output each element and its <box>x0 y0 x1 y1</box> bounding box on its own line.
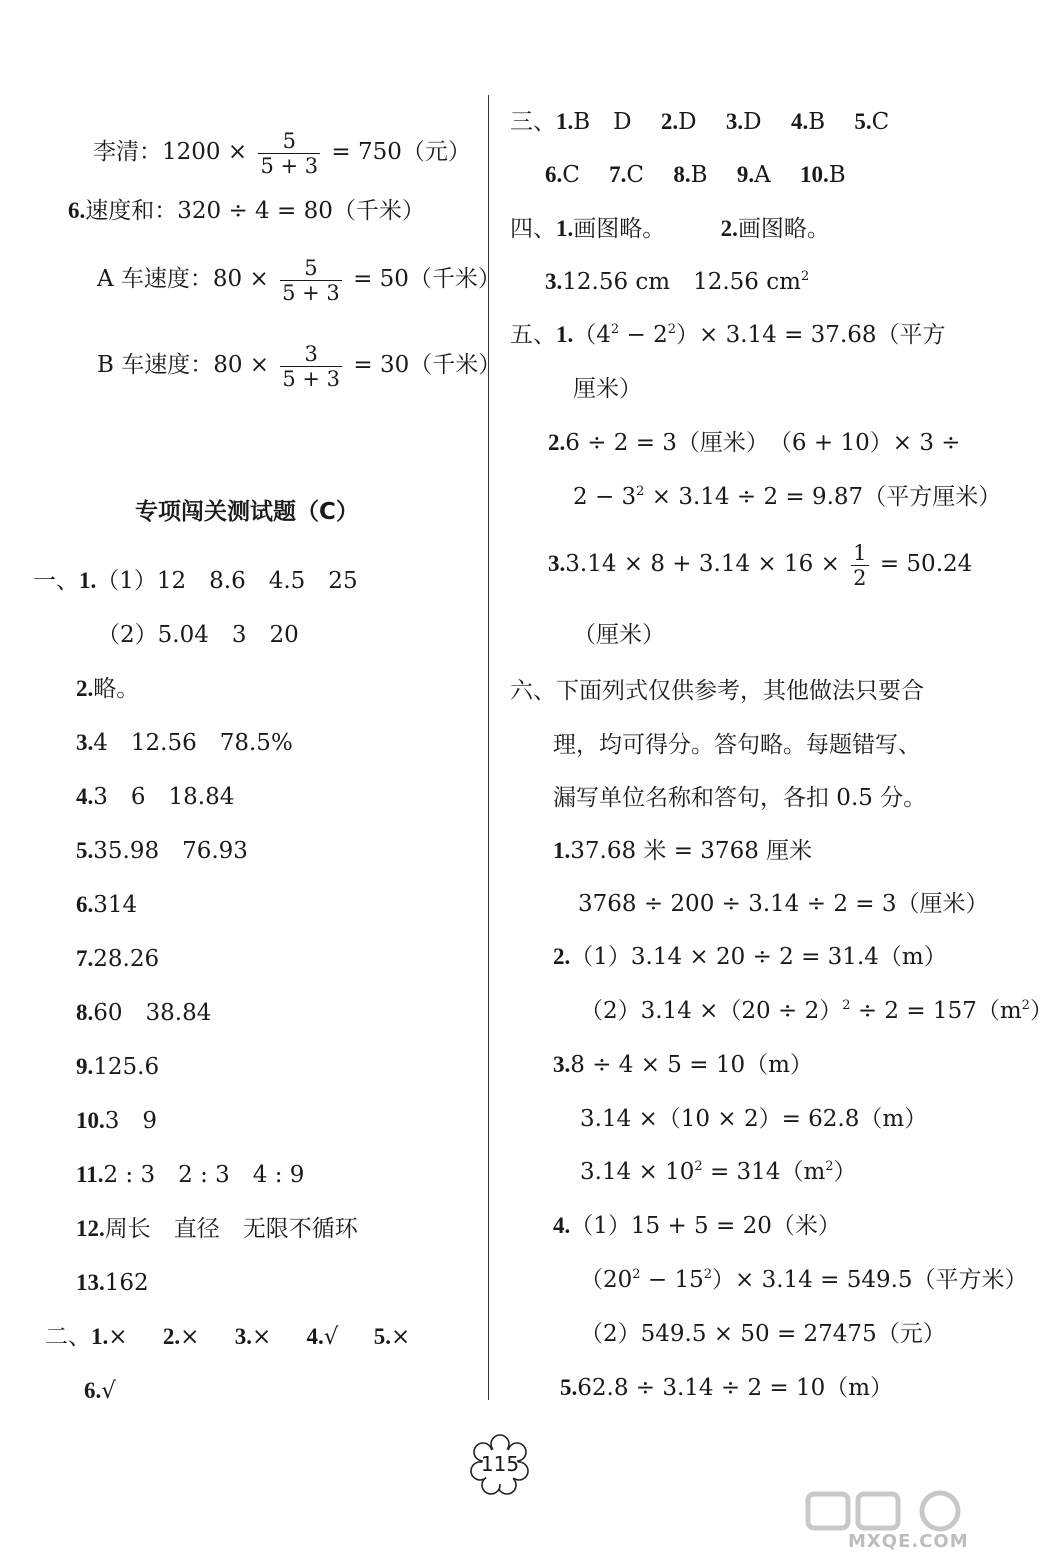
answer-line-lq <box>93 128 471 176</box>
item-number: 13. <box>76 1270 105 1295</box>
fraction <box>258 129 320 178</box>
item-text: （1）15 + 5 = 20（米） <box>570 1213 841 1239</box>
item-text: 略。 <box>93 676 140 702</box>
section-six-item-1 <box>553 836 812 866</box>
item-text: 60 38.84 <box>93 1000 212 1026</box>
fraction <box>851 541 868 590</box>
item-number: 5. <box>373 1324 391 1349</box>
section-six-item-4c <box>580 1319 946 1349</box>
item-number: 2. <box>553 944 571 969</box>
section-six-intro-3 <box>553 783 926 813</box>
expr-lead: 李清：1200 × <box>93 139 248 165</box>
intro-text: 六、下面列式仅供参考，其他做法只要合 <box>510 678 924 704</box>
item-answer: B <box>828 162 846 188</box>
section-six-item-2b <box>580 996 1053 1026</box>
item-answer: B <box>808 109 826 135</box>
item-number: 3. <box>553 1052 571 1077</box>
item-answer: A <box>754 162 771 188</box>
superscript: 2 <box>703 1267 713 1282</box>
superscript: 2 <box>667 322 676 337</box>
expr-part: ）× 3.14 = 549.5（平方米） <box>712 1267 1028 1293</box>
expr-lead: 3.14 × 8 + 3.14 × 16 × <box>565 551 840 577</box>
section-one-item-12 <box>76 1214 358 1244</box>
item-number: 9. <box>76 1054 94 1079</box>
section-one-item-2 <box>76 674 139 704</box>
section-six-item-1b <box>578 889 989 919</box>
item-number: 1. <box>79 568 97 593</box>
item-number: 10. <box>76 1108 105 1133</box>
expr-part: − 15 <box>640 1267 704 1293</box>
section-three-row-1 <box>510 107 889 137</box>
section-title: 专项闯关测试题（C） <box>135 499 359 525</box>
item-number: 6. <box>84 1378 102 1403</box>
expr-part: ） <box>1029 998 1053 1024</box>
item-text: 2 : 3 2 : 3 4 : 9 <box>103 1162 305 1188</box>
intro-text: 漏写单位名称和答句，各扣 0.5 分。 <box>553 785 927 811</box>
item-number: 5. <box>76 838 94 863</box>
expr-part: − 2 <box>619 322 668 348</box>
section-six-item-4b <box>580 1265 1028 1295</box>
intro-text: 理，均可得分。答句略。每题错写、 <box>553 732 921 758</box>
expr-part: （4 <box>573 322 611 348</box>
item-number: 1. <box>553 838 571 863</box>
fraction-numerator: 5 <box>280 256 342 281</box>
expr-part: ÷ 2 = 157（m <box>850 998 1022 1024</box>
section-one-item-1-2 <box>97 620 299 650</box>
item-text: （1）3.14 × 20 ÷ 2 = 31.4（m） <box>570 944 947 970</box>
section-five-item-2 <box>548 428 961 458</box>
item-text: （1）12 8.6 4.5 25 <box>96 568 358 594</box>
item-number: 1. <box>556 322 574 347</box>
item-text: （2）549.5 × 50 = 27475（元） <box>580 1321 946 1347</box>
section-one-item-4 <box>76 782 234 812</box>
section-prefix: 四、 <box>510 216 556 242</box>
section-one-item-9 <box>76 1052 159 1082</box>
item-number: 3. <box>76 730 94 755</box>
item-answer: C <box>871 109 890 135</box>
item-answer: √ <box>101 1378 116 1404</box>
expr-part: × 3.14 ÷ 2 = 9.87（平方厘米） <box>644 484 1002 510</box>
expr-part: 2 − 3 <box>573 484 637 510</box>
expr-part: （2）3.14 ×（20 ÷ 2） <box>580 998 843 1024</box>
section-one-item-11 <box>76 1160 304 1190</box>
section-six-intro-2 <box>553 730 921 760</box>
section-prefix: 五、 <box>510 322 556 348</box>
item-text: 37.68 米 = 3768 厘米 <box>570 838 813 864</box>
section-six-item-2 <box>553 942 947 972</box>
expr-part: 3.14 × 10 <box>580 1159 695 1185</box>
item-number: 8. <box>673 162 691 187</box>
item-text: 速度和：320 ÷ 4 = 80（千米） <box>85 198 425 224</box>
watermark-text: MXQE.COM <box>848 1531 969 1552</box>
item-number: 12. <box>76 1216 105 1241</box>
superscript: 2 <box>694 1159 703 1174</box>
item-number: 7. <box>609 162 627 187</box>
item-answer: × <box>391 1324 411 1350</box>
item-answer: × <box>251 1324 272 1350</box>
item-number: 1. <box>91 1324 109 1349</box>
section-four-row-2 <box>545 267 809 297</box>
answer-line-b-speed <box>97 341 501 389</box>
page-number: 115 <box>480 1452 520 1476</box>
item-number: 5. <box>560 1375 578 1400</box>
section-six-item-3 <box>553 1050 813 1080</box>
fraction-denominator: 5 + 3 <box>260 153 319 178</box>
item-number: 6. <box>76 892 94 917</box>
item-number: 6. <box>545 162 563 187</box>
section-one-item-1 <box>33 566 358 596</box>
section-one-item-6 <box>76 890 137 920</box>
section-six-item-5 <box>560 1373 893 1403</box>
item-number: 2. <box>720 216 738 241</box>
expr-lead: A 车速度：80 × <box>97 266 269 292</box>
item-number: 6. <box>68 198 86 223</box>
superscript: 2 <box>610 322 620 337</box>
item-text: 162 <box>104 1270 149 1296</box>
item-text: 125.6 <box>93 1054 160 1080</box>
item-number: 3. <box>545 269 563 294</box>
fraction-numerator: 5 <box>258 129 320 154</box>
item-answer: √ <box>323 1324 339 1350</box>
section-two-row-1 <box>45 1322 410 1352</box>
fraction-denominator: 2 <box>853 565 867 590</box>
section-prefix: 一、 <box>33 568 79 594</box>
superscript: 2 <box>1021 998 1030 1013</box>
section-six-intro-1 <box>510 676 924 706</box>
section-prefix: 三、 <box>510 109 556 135</box>
superscript: 2 <box>800 269 810 284</box>
item-number: 4. <box>306 1324 324 1349</box>
item-number: 9. <box>736 162 755 187</box>
item-text: （2）5.04 3 20 <box>97 622 299 648</box>
item-answer: × <box>108 1324 128 1350</box>
item-number: 4. <box>553 1213 571 1238</box>
item-number: 4. <box>790 109 809 134</box>
item-number: 1. <box>556 216 574 241</box>
item-text: 3768 ÷ 200 ÷ 3.14 ÷ 2 = 3（厘米） <box>578 891 989 917</box>
column-divider <box>488 95 489 1400</box>
section-one-item-5 <box>76 836 248 866</box>
answer-line-6 <box>68 196 425 226</box>
item-answer: B <box>690 162 708 188</box>
item-number: 7. <box>76 946 94 971</box>
item-number: 3. <box>234 1324 252 1349</box>
item-number: 10. <box>800 162 829 187</box>
superscript: 2 <box>636 484 645 499</box>
section-five-item-1 <box>510 320 946 350</box>
item-number: 4. <box>76 784 94 809</box>
item-answer: D <box>743 109 762 135</box>
item-text: 画图略。 <box>737 216 830 242</box>
item-text: 6 ÷ 2 = 3（厘米） （6 + 10）× 3 ÷ <box>565 430 961 456</box>
item-text: 62.8 ÷ 3.14 ÷ 2 = 10（m） <box>577 1375 894 1401</box>
fraction <box>280 342 342 391</box>
item-answer: C <box>626 162 645 188</box>
expr-tail: = 750（元） <box>331 139 471 165</box>
section-six-item-3b <box>580 1104 927 1134</box>
fraction-denominator: 5 + 3 <box>282 366 341 391</box>
item-number: 11. <box>76 1162 104 1187</box>
expr-continuation: 厘米） <box>573 376 642 402</box>
fraction-numerator: 1 <box>853 540 867 565</box>
section-one-item-13 <box>76 1268 149 1298</box>
section-four-row-1 <box>510 214 830 244</box>
fraction <box>280 256 342 305</box>
item-number: 2. <box>76 676 94 701</box>
answer-line-a-speed <box>97 255 501 303</box>
expr-part: （20 <box>580 1267 633 1293</box>
item-answer: B D <box>573 109 632 135</box>
item-text: 314 <box>93 892 138 918</box>
item-number: 3. <box>548 551 566 576</box>
item-text: 画图略。 <box>573 216 666 242</box>
expr-part: ） <box>833 1159 857 1185</box>
fraction-numerator: 3 <box>280 342 342 367</box>
section-five-item-2-cont <box>573 482 1001 512</box>
section-two-row-2 <box>84 1376 116 1406</box>
item-number: 8. <box>76 1000 94 1025</box>
section-prefix: 二、 <box>45 1324 91 1350</box>
item-number: 5. <box>854 109 872 134</box>
item-number: 2. <box>162 1324 181 1349</box>
item-number: 2. <box>548 430 566 455</box>
item-text: 周长 直径 无限不循环 <box>104 1216 358 1242</box>
item-text: 28.26 <box>93 946 160 972</box>
expr-continuation: （厘米） <box>573 622 665 648</box>
item-text: 3 9 <box>104 1108 158 1134</box>
section-five-item-1-cont <box>573 374 642 404</box>
section-five-item-3-cont <box>573 620 665 650</box>
item-answer: × <box>180 1324 200 1350</box>
section-six-item-4 <box>553 1211 841 1241</box>
item-text: 4 12.56 78.5% <box>93 730 293 756</box>
section-five-item-3 <box>548 538 972 590</box>
expr-lead: B 车速度：80 × <box>97 352 270 378</box>
section-one-item-7 <box>76 944 159 974</box>
expr-part: ）× 3.14 = 37.68（平方 <box>675 322 946 348</box>
item-text: 3 6 18.84 <box>93 784 235 810</box>
item-number: 2. <box>660 109 679 134</box>
expr-tail: = 30（千米） <box>353 352 502 378</box>
fraction-denominator: 5 + 3 <box>282 280 340 305</box>
item-number: 3. <box>725 109 744 134</box>
superscript: 2 <box>632 1267 641 1282</box>
item-text: 8 ÷ 4 × 5 = 10（m） <box>570 1052 813 1078</box>
section-one-item-10 <box>76 1106 157 1136</box>
superscript: 2 <box>825 1159 834 1174</box>
section-six-item-3c <box>580 1157 857 1187</box>
item-answer: D <box>678 109 697 135</box>
superscript: 2 <box>842 998 851 1013</box>
item-text: 3.14 ×（10 × 2）= 62.8（m） <box>580 1106 928 1132</box>
section-one-item-3 <box>76 728 293 758</box>
expr-part: = 314（m <box>702 1159 826 1185</box>
item-number: 1. <box>556 109 574 134</box>
item-text: 35.98 76.93 <box>93 838 248 864</box>
expr-tail: = 50（千米） <box>353 266 501 292</box>
item-text: 12.56 cm 12.56 cm <box>562 269 801 295</box>
section-one-item-8 <box>76 998 211 1028</box>
section-three-row-2 <box>545 160 846 190</box>
expr-tail: = 50.24 <box>879 551 973 577</box>
item-answer: C <box>562 162 580 188</box>
